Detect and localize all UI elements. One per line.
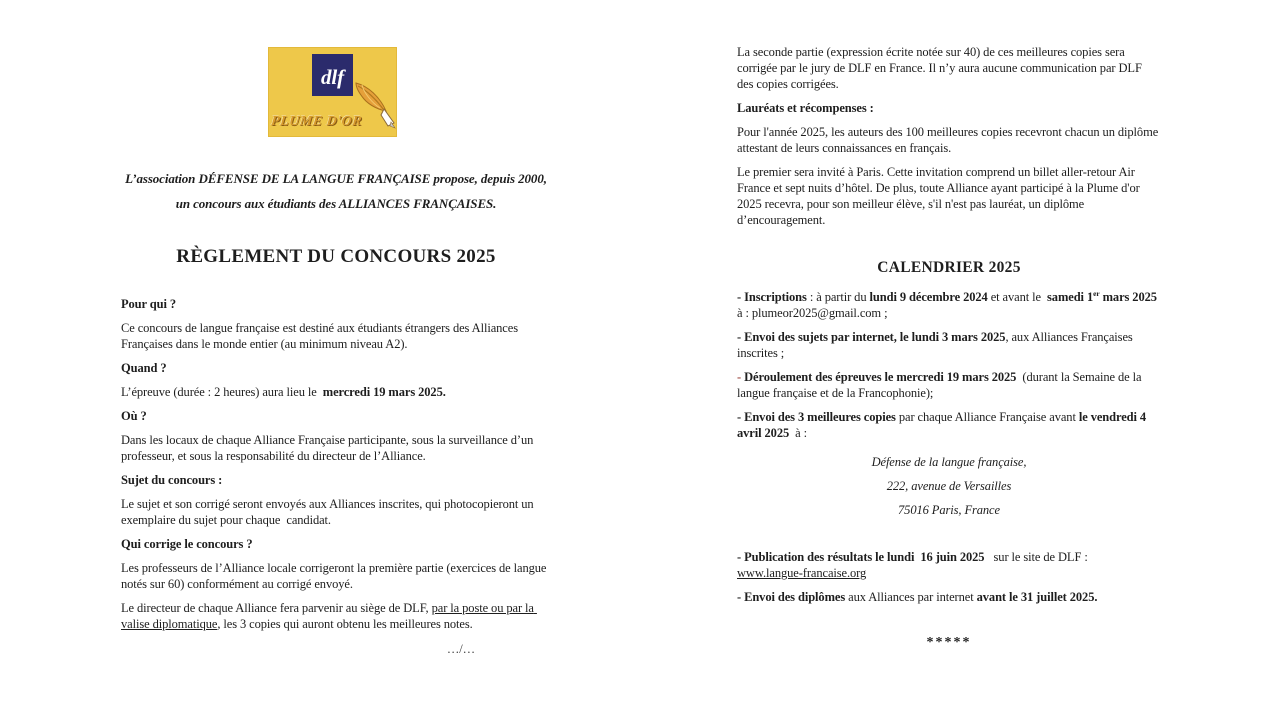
document-title: RÈGLEMENT DU CONCOURS 2025	[176, 246, 496, 267]
paragraph-ou: Dans les locaux de chaque Alliance Française participante, sous la surveillance d’un professeur, et sous la responsabilité du directeur de l’Alliance.	[121, 433, 537, 463]
address-line-3: 75016 Paris, France	[898, 503, 1000, 518]
plume-dor-banner-text: PLUME D'OR	[270, 114, 363, 129]
section-heading-quand: Quand ?	[121, 361, 167, 375]
calendar-item-inscriptions: - Inscriptions : à partir du lundi 9 décembre 2024 et avant le samedi 1er mars 2025 à : plumeor2025@gmail.com ;	[737, 289, 1160, 321]
calendar-title: CALENDRIER 2025	[877, 259, 1021, 276]
left-column	[121, 0, 551, 657]
section-heading-pour-qui: Pour qui ?	[121, 297, 177, 311]
section-heading-sujet: Sujet du concours :	[121, 473, 223, 487]
calendar-item-publication: - Publication des résultats le lundi 16 juin 2025 sur le site de DLF : www.langue-francaise.org	[737, 550, 1088, 581]
calendar-item-envoi-sujets: - Envoi des sujets par internet, le lundi 3 mars 2025, aux Alliances Françaises inscrites ;	[737, 330, 1136, 361]
calendar-item-deroulement: - Déroulement des épreuves le mercredi 19 mars 2025 (durant la Semaine de la langue française et de la Francophonie);	[737, 370, 1145, 401]
address-line-2: 222, avenue de Versailles	[886, 479, 1012, 494]
paragraph-correction-1: Les professeurs de l’Alliance locale corrigeront la première partie (exercices de langue notés sur 60) conformément au corrigé envoyé.	[121, 561, 550, 591]
continuation-mark: …/…	[446, 642, 475, 656]
section-heading-ou: Où ?	[121, 409, 147, 423]
email-address: plumeor2025@gmail.com	[751, 306, 882, 321]
website-link[interactable]: www.langue-francaise.org	[737, 566, 867, 581]
footer-asterisks: *****	[926, 635, 972, 651]
section-heading-laureats: Lauréats et récompenses :	[737, 101, 874, 115]
mailing-address	[737, 450, 1161, 522]
intro-statement	[121, 166, 551, 216]
intro-line-2: un concours aux étudiants des ALLIANCES FRANÇAISES.	[175, 196, 497, 211]
dlf-logo-text: dlf	[320, 64, 345, 89]
section-heading-qui-corrige: Qui corrige le concours ?	[121, 537, 253, 551]
intro-line-1: L’association DÉFENSE DE LA LANGUE FRANÇAISE propose, depuis 2000,	[125, 171, 547, 186]
paragraph-sujet: Le sujet et son corrigé seront envoyés aux Alliances inscrites, qui photocopieront un exemplaire du sujet pour chaque candidat.	[121, 497, 537, 527]
dlf-plume-dor-logo	[268, 47, 397, 137]
paragraph-seconde-partie: La seconde partie (expression écrite notée sur 40) de ces meilleures copies sera corrigée par le jury de DLF en France. Il n’y aura aucune communication par DLF des copies corrigées.	[737, 45, 1145, 91]
paragraph-pour-qui: Ce concours de langue française est destiné aux étudiants étrangers des Alliances Françaises dans le monde entier (au minimum niveau A2).	[121, 321, 521, 351]
calendar-item-diplomes: - Envoi des diplômes aux Alliances par internet avant le 31 juillet 2025.	[737, 590, 1098, 605]
address-line-1: Défense de la langue française,	[871, 455, 1027, 470]
dlf-logo-mark	[312, 54, 353, 96]
paragraph-quand: L’épreuve (durée : 2 heures) aura lieu le mercredi 19 mars 2025.	[121, 385, 446, 399]
paragraph-correction-2: Le directeur de chaque Alliance fera parvenir au siège de DLF, par la poste ou par la valise diplomatique, les 3 copies qui auront obtenu les meilleures notes.	[121, 601, 537, 631]
red-dash: -	[737, 370, 745, 385]
paragraph-diplome: Pour l'année 2025, les auteurs des 100 meilleures copies recevront chacun un diplôme attestant de leurs connaissances en français.	[737, 125, 1162, 155]
right-column	[737, 0, 1161, 651]
paragraph-premier-prix: Le premier sera invité à Paris. Cette invitation comprend un billet aller-retour Air France et sept nuits d’hôtel. De plus, toute Alliance ayant participé à la Plume d'or 2025 recevra, pour son meilleur élève, s'il n'est pas lauréat, un diplôme d’encouragement.	[737, 165, 1143, 227]
calendar-item-envoi-copies: - Envoi des 3 meilleures copies par chaque Alliance Française avant le vendredi 4 avril 2025 à :	[737, 410, 1150, 441]
